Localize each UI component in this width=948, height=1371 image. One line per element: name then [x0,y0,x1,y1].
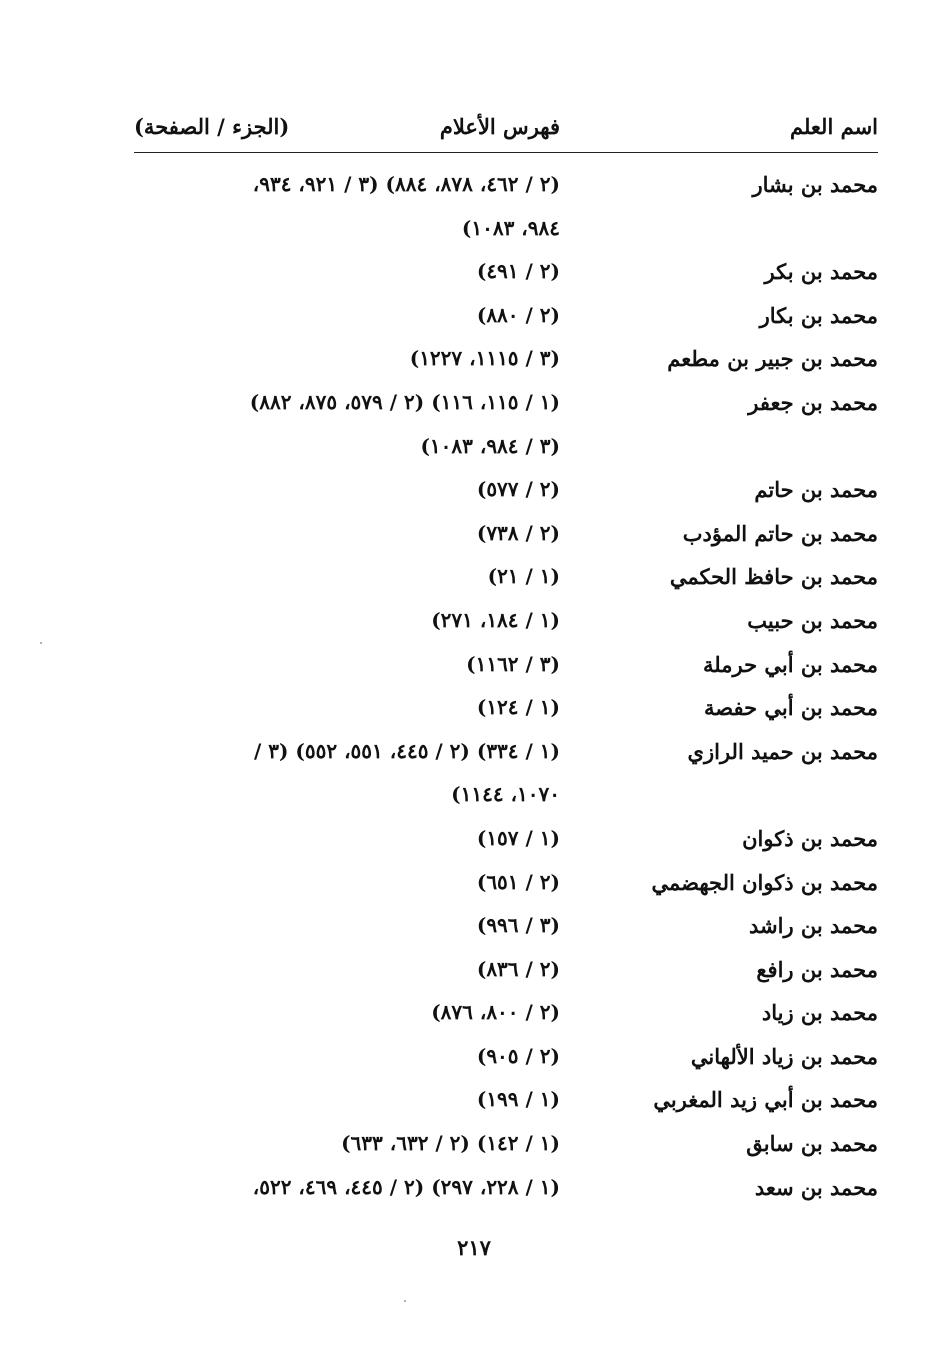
reference-line: (١ / ٣٣٤) (٢ / ٤٤٥، ٥٥١، ٥٥٢) (٣ / [253,738,560,763]
entry-references [134,337,560,381]
index-entry [134,468,878,512]
index-entry [134,643,878,687]
entry-name: محمد بن حافظ الحكمي [669,564,878,590]
entry-name: محمد بن زياد [761,1000,878,1026]
reference-line: (٢ / ٦٥١) [476,869,560,894]
entry-references [134,512,560,556]
index-entry [134,294,878,338]
index-entry [134,991,878,1035]
entry-name: محمد بن حاتم [754,477,878,503]
entry-references [134,381,560,468]
entry-references [134,1035,560,1079]
index-entry [134,337,878,381]
entry-references [134,686,560,730]
reference-line: (١ / ١٤٢) (٢ / ٦٣٢، ٦٣٣) [341,1131,560,1156]
entry-name: محمد بن راشد [748,913,878,939]
index-entry [134,250,878,294]
entry-references [134,861,560,905]
reference-line: (١ / ١٨٤، ٢٧١) [431,607,560,632]
entry-name: محمد بن حميد الرازي [687,738,878,764]
index-entry [134,1122,878,1166]
entry-name: محمد بن أبي حفصة [704,695,878,721]
entry-references [134,1122,560,1166]
reference-line: ٩٨٤، ١٠٨٣) [461,215,560,240]
reference-line: (٣ / ١١١٥، ١٢٢٧) [409,346,560,371]
entry-references [134,730,560,817]
entry-name: محمد بن رافع [756,956,878,982]
index-entry [134,686,878,730]
reference-column-heading: (الجزء / الصفحة) [134,114,290,139]
index-entry [134,730,878,817]
reference-line: (١ / ٢١) [487,564,560,589]
entry-name: محمد بن حاتم المؤدب [682,520,878,546]
reference-line: (٣ / ٩٨٤، ١٠٨٣) [420,433,560,458]
entry-references [134,817,560,861]
header-rule [134,152,878,153]
reference-line: (٢ / ٨٣٦) [476,956,560,981]
index-entry [134,381,878,468]
entry-references [134,1078,560,1122]
reference-line: (٢ / ٧٣٨) [476,520,560,545]
index-entry [134,904,878,948]
reference-line: (١ / ١٢٤) [476,695,560,720]
entry-references [134,991,560,1035]
reference-line: (٢ / ٨٨٠) [476,302,560,327]
entry-name: محمد بن أبي زيد المغربي [653,1087,878,1113]
entry-name: محمد بن بشار [752,172,878,197]
entry-references [134,163,560,250]
entry-references [134,250,560,294]
reference-line: (٣ / ٩٩٦) [476,913,560,938]
reference-line: (٣ / ١١٦٢) [466,651,560,676]
entry-references [134,643,560,687]
entry-name: محمد بن بكر [764,259,878,285]
index-entry [134,861,878,905]
index-entry [134,1166,878,1210]
index-entry [134,163,878,250]
index-entry [134,1078,878,1122]
entry-name: محمد بن سابق [746,1131,878,1157]
index-title: فهرس الأعلام [439,114,560,139]
entry-references [134,294,560,338]
reference-line: (٢ / ٤٦٢، ٨٧٨، ٨٨٤) (٣ / ٩٢١، ٩٣٤، [252,172,560,196]
scan-speck [404,1300,406,1302]
reference-line: (١ / ١١٥، ١١٦) (٢ / ٥٧٩، ٨٧٥، ٨٨٢) [249,389,560,414]
reference-line: ١٠٧٠، ١١٤٤) [451,782,560,807]
entry-name: محمد بن ذكوان [742,825,878,851]
reference-line: (٢ / ٩٠٥) [476,1043,560,1068]
index-entry [134,512,878,556]
entry-name: محمد بن ذكوان الجهضمي [651,869,878,895]
index-entry [134,599,878,643]
reference-line: (١ / ١٩٩) [476,1087,560,1112]
entry-name: محمد بن زياد الألهاني [690,1043,878,1069]
entry-references [134,1166,560,1210]
reference-line: (١ / ١٥٧) [476,825,560,850]
entry-name: محمد بن حبيب [747,607,878,633]
index-header [134,108,878,148]
reference-line: (١ / ٢٢٨، ٢٩٧) (٢ / ٤٤٥، ٤٦٩، ٥٢٢، [252,1174,560,1199]
entry-references [134,948,560,992]
index-entry [134,555,878,599]
entry-references [134,468,560,512]
entry-references [134,599,560,643]
entry-references [134,555,560,599]
entry-name: محمد بن سعد [754,1174,878,1200]
reference-line: (٢ / ٤٩١) [476,259,560,284]
scan-speck [40,642,42,644]
entry-name: محمد بن جعفر [748,389,878,415]
reference-line: (٢ / ٨٠٠، ٨٧٦) [431,1000,560,1025]
index-entries [134,163,878,1209]
entry-name: محمد بن جبير بن مطعم [667,346,878,372]
index-entry [134,817,878,861]
entry-name: محمد بن بكار [759,302,878,328]
index-entry [134,1035,878,1079]
entry-references [134,904,560,948]
page-number: ٢١٧ [457,1235,491,1260]
index-entry [134,948,878,992]
name-column-heading: اسم العلم [789,114,878,139]
entry-name: محمد بن أبي حرملة [703,651,878,677]
reference-line: (٢ / ٥٧٧) [476,477,560,502]
